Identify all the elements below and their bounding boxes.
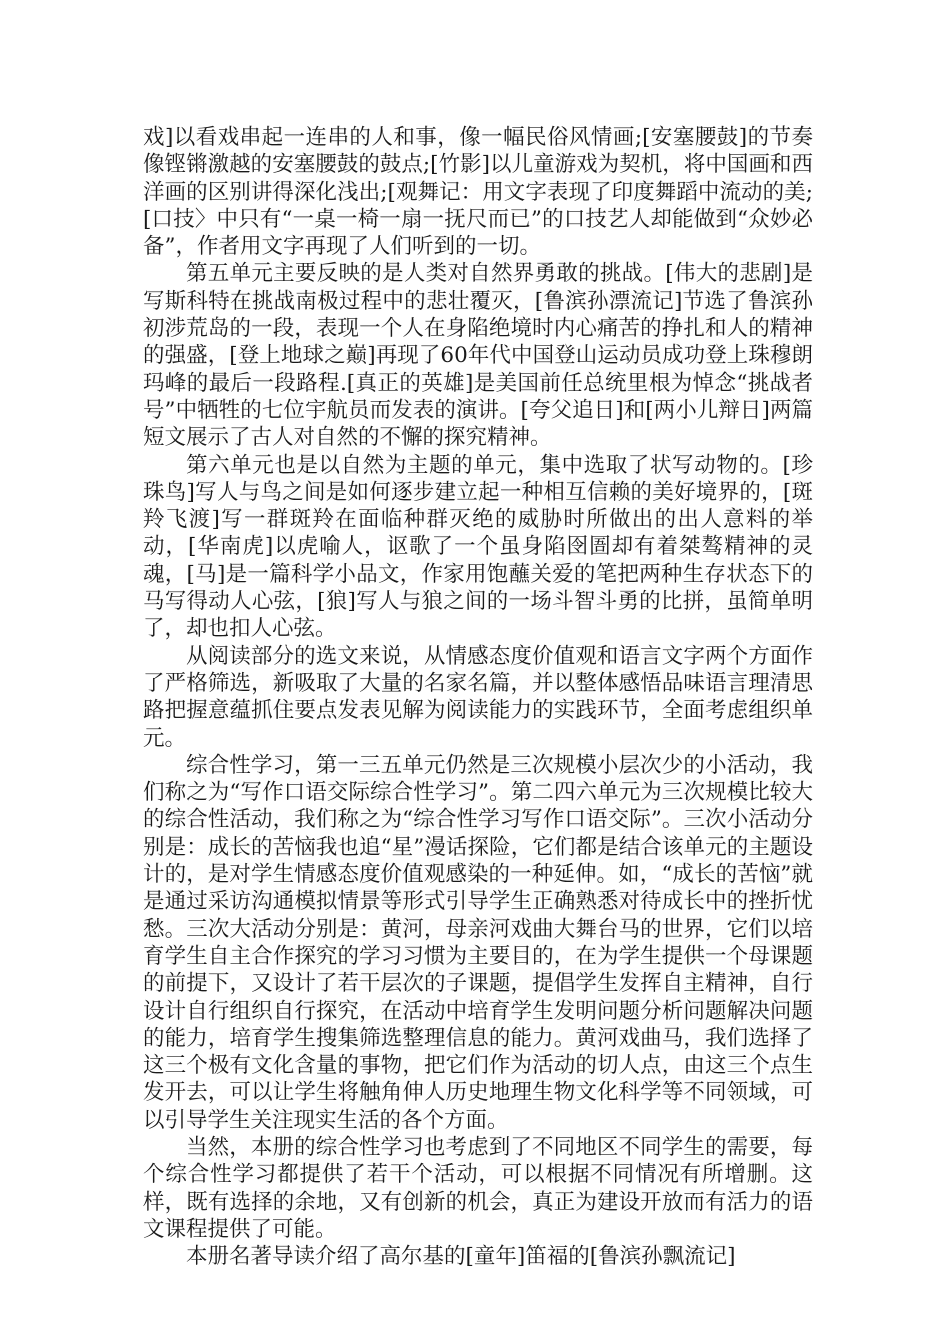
paragraph-classics-guide: 本册名著导读介绍了高尔基的[童年]笛福的[鲁滨孙飘流记] (186, 1244, 736, 1270)
paragraph-continued: 戏]以看戏串起一连串的人和事，像一幅民俗风情画;[安塞腰鼓]的节奏像铿锵激越的安塞腰鼓的鼓点;[竹影]以儿童游戏为契机，将中国画和西洋画的区别讲得深化浅出;[观舞记：用文字表现了印度舞蹈中流动的美;[口技〉中只有“一桌一椅一扇一抚尺而已”的口技艺人却能做到“众妙必备”，作者用文字再现了人们听到的一切。 (143, 125, 813, 260)
paragraph-comprehensive-study: 综合性学习，第一三五单元仍然是三次规模小层次少的小活动，我们称之为“写作口语交际综合性学习”。第二四六单元为三次规模比较大的综合性活动，我们称之为“综合性学习写作口语交际”。三次小活动分别是：成长的苦恼我也追“星”漫话探险，它们都是结合该单元的主题设计的，是对学生情感态度价值观感染的一种延伸。如，“成长的苦恼”就是通过采访沟通模拟情景等形式引导学生正确熟悉对待成长中的挫折忧愁。三次大活动分别是：黄河，母亲河戏曲大舞台马的世界，它们以培育学生自主合作探究的学习习惯为主要目的，在为学生提供一个母课题的前提下，又设计了若干层次的子课题，提倡学生发挥自主精神，自行设计自行组织自行探究，在活动中培育学生发明问题分析问题解决问题的能力，培育学生搜集筛选整理信息的能力。黄河戏曲马，我们选择了这三个极有文化含量的事物，把它们作为活动的切人点，由这三个点生发开去，可以让学生将触角伸人历史地理生物文化科学等不同领域，可以引导学生关注现实生活的各个方面。 (143, 752, 813, 1133)
paragraph-reading: 从阅读部分的选文来说，从情感态度价值观和语言文字两个方面作了严格筛选，新吸取了大量的名家名篇，并以整体感悟品味语言理清思路把握意蕴抓住要点发表见解为阅读能力的实践环节，全面考虑组织单元。 (143, 643, 813, 751)
paragraph-unit-six: 第六单元也是以自然为主题的单元，集中选取了状写动物的。[珍珠鸟]写人与鸟之间是如何逐步建立起一种相互信赖的美好境界的，[斑羚飞渡]写一群斑羚在面临种群灭绝的威胁时所做出的出人意料的举动，[华南虎]以虎喻人，讴歌了一个虽身陷囹圄却有着桀骜精神的灵魂，[马]是一篇科学小品文，作家用饱蘸关爱的笔把两种生存状态下的马写得动人心弦，[狼]写人与狼之间的一场斗智斗勇的比拼，虽简单明了，却也扣人心弦。 (143, 452, 813, 642)
paragraph-flexibility: 当然，本册的综合性学习也考虑到了不同地区不同学生的需要，每个综合性学习都提供了若干个活动，可以根据不同情况有所增删。这样，既有选择的余地，又有创新的机会，真正为建设开放而有活力的语文课程提供了可能。 (143, 1134, 813, 1242)
document-page (143, 124, 813, 1270)
paragraph-unit-five: 第五单元主要反映的是人类对自然界勇敢的挑战。[伟大的悲剧]是写斯科特在挑战南极过程中的悲壮覆灭，[鲁滨孙漂流记]节选了鲁滨孙初涉荒岛的一段，表现一个人在身陷绝境时内心痛苦的挣扎和人的精神的强盛，[登上地球之巅]再现了60年代中国登山运动员成功登上珠穆朗玛峰的最后一段路程.[真正的英雄]是美国前任总统里根为悼念“挑战者号”中牺牲的七位宇航员而发表的演讲。[夸父追日]和[两小儿辩日]两篇短文展示了古人对自然的不懈的探究精神。 (143, 261, 813, 451)
